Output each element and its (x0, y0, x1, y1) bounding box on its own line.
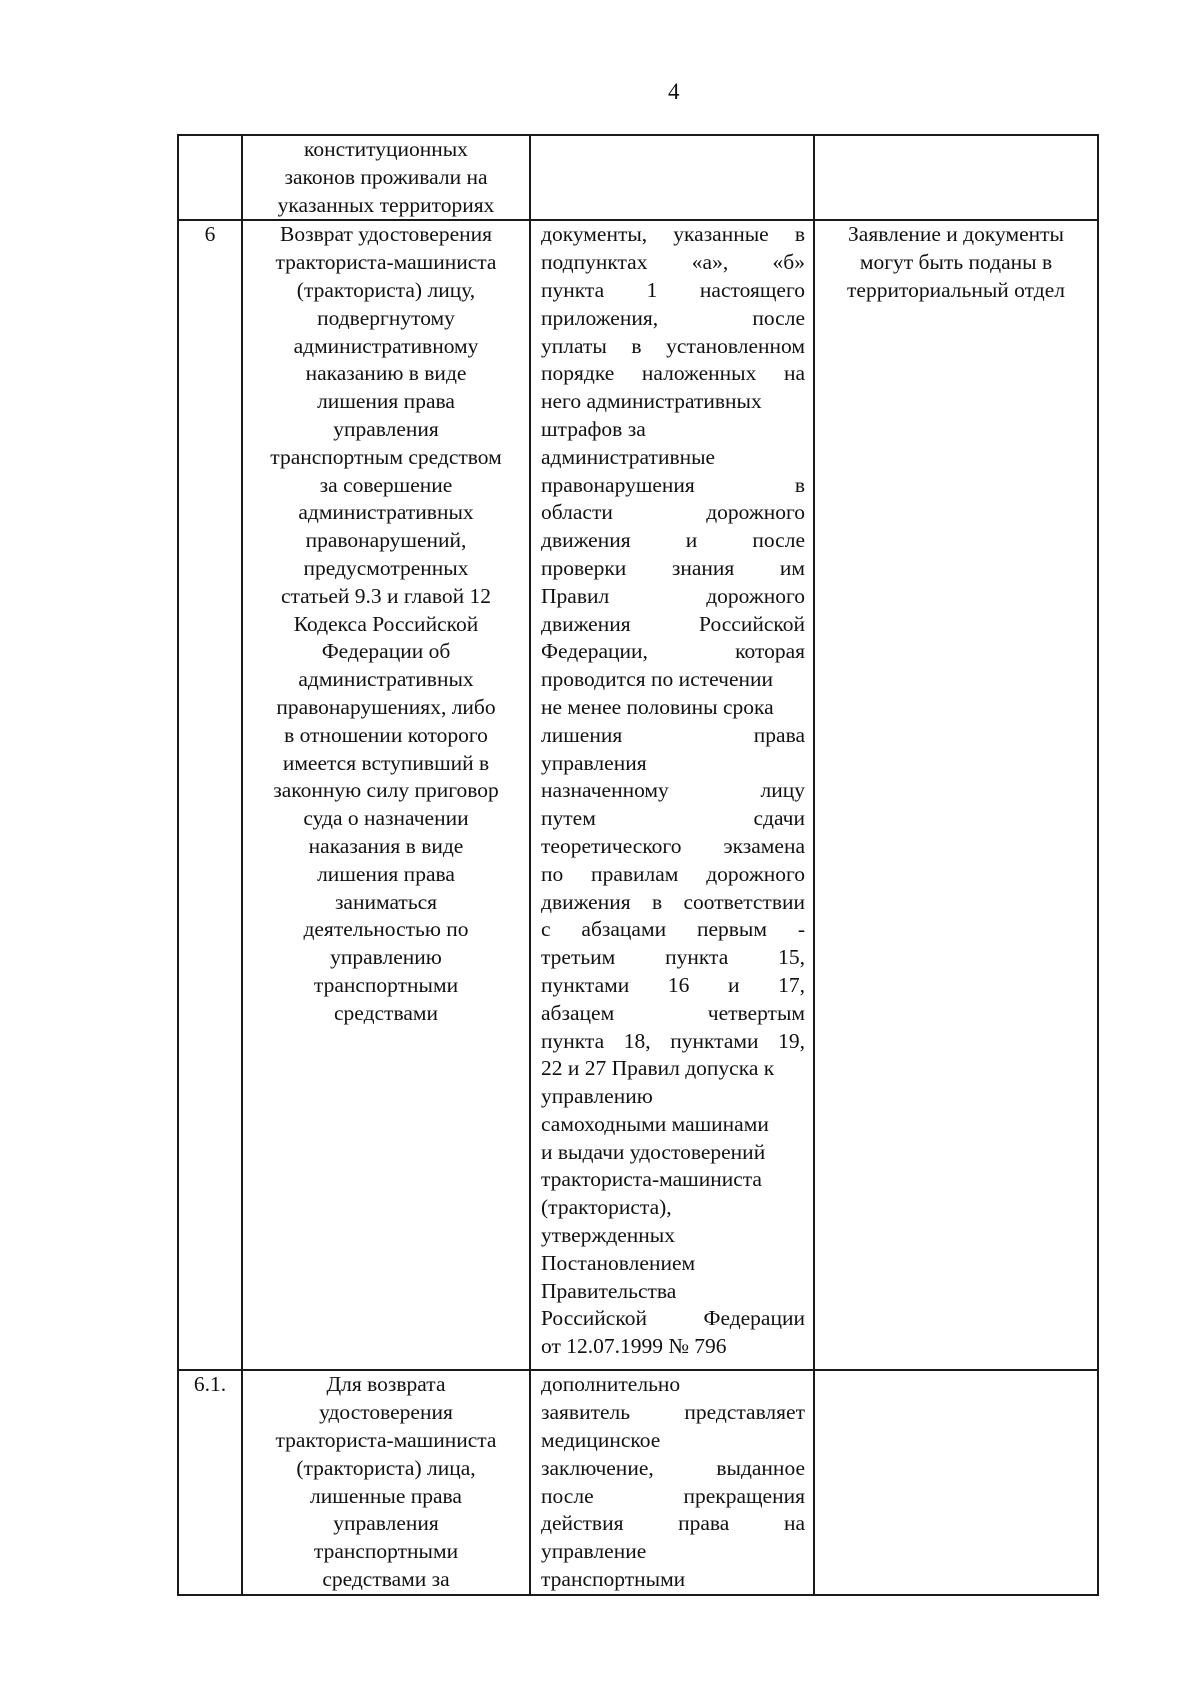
documents-line: Российской Федерации (541, 1306, 805, 1331)
documents-line: Правил дорожного (541, 583, 805, 608)
documents-line: управлению (541, 1084, 653, 1109)
documents-line: самоходными машинами (541, 1111, 769, 1136)
documents-line: не менее половины срока (541, 694, 774, 719)
table-row (178, 1370, 1098, 1594)
documents-line: него административных (541, 389, 762, 414)
service-name: Для возврата удостоверения тракториста-машиниста (тракториста) лица, лишенные права управления транспортными средствами за (275, 1372, 497, 1591)
documents-line: медицинское (541, 1427, 661, 1452)
documents-line: с абзацами первым - (541, 917, 805, 942)
documents-line: дополнительно (541, 1372, 681, 1397)
table-row (178, 135, 1098, 220)
documents-line: правонарушения в (541, 472, 805, 497)
documents-line: порядке наложенных на (541, 361, 805, 386)
documents-line: подпунктах «а», «б» (541, 250, 805, 275)
documents-line: пунктами 16 и 17, (541, 972, 805, 997)
documents-line: пункта 18, пунктами 19, (541, 1028, 805, 1053)
documents-line: заявитель представляет (541, 1400, 805, 1425)
documents-line: движения и после (541, 528, 805, 553)
service-name-cell (242, 1370, 530, 1594)
documents-cell (530, 220, 814, 1370)
note-text: Заявление и документы могут быть поданы в территориальный отдел (847, 222, 1065, 302)
documents-line: штрафов за (541, 416, 646, 441)
documents-line: пункта 1 настоящего (541, 277, 805, 302)
documents-text (531, 1371, 813, 1593)
note-cell (814, 1370, 1098, 1594)
documents-line: Постановлением (541, 1250, 696, 1275)
documents-line: проверки знания им (541, 555, 805, 580)
documents-line: области дорожного (541, 500, 805, 525)
documents-line: проводится по истечении (541, 667, 774, 692)
documents-line: (тракториста), (541, 1195, 672, 1220)
documents-cell (530, 135, 814, 220)
note-cell (814, 220, 1098, 1370)
documents-cell (530, 1370, 814, 1594)
documents-line: путем сдачи (541, 806, 805, 831)
documents-line: документы, указанные в (541, 222, 805, 247)
documents-line: управления (541, 750, 647, 775)
documents-line: приложения, после (541, 305, 805, 330)
documents-line: управление (541, 1539, 647, 1564)
page-number: 4 (668, 79, 680, 104)
row-number-cell (178, 1370, 242, 1594)
documents-line: и выдачи удостоверений (541, 1139, 766, 1164)
documents-line: абзацем четвертым (541, 1000, 805, 1025)
table-row (178, 220, 1098, 1370)
documents-line: утвержденных (541, 1223, 676, 1248)
documents-line: лишения права (541, 722, 805, 747)
documents-line: 22 и 27 Правил допуска к (541, 1056, 775, 1081)
documents-line: движения в соответствии (541, 889, 805, 914)
service-name-cell (242, 135, 530, 220)
documents-line: движения Российской (541, 611, 805, 636)
documents-line: Федерации, которая (541, 639, 805, 664)
row-number: 6 (204, 222, 216, 247)
documents-line: действия права на (541, 1511, 805, 1536)
service-name: Возврат удостоверения тракториста-машиниста (тракториста) лицу, подвергнутому административному наказанию в виде лишения права управления транспортным средством за совершение административных правонарушений, предусмотренных статьей 9.3 и главой 12 Кодекса Российской Федерации об административных правонарушениях, либо в отношении которого имеется вступивший в законную силу приговор суда о назначении наказания в виде лишения права заниматься деятельностью по управлению транспортными средствами (270, 222, 502, 1025)
documents-line: от 12.07.1999 № 796 (541, 1334, 727, 1359)
row-number: 6.1. (193, 1372, 227, 1397)
row-number-cell (178, 135, 242, 220)
service-name: конституционных законов проживали на указанных территориях (277, 137, 495, 217)
documents-line: теоретического экзамена (541, 833, 805, 858)
documents-line: Правительства (541, 1278, 677, 1303)
documents-line: транспортными (541, 1566, 686, 1591)
documents-text (531, 221, 813, 1361)
documents-line: по правилам дорожного (541, 861, 805, 886)
documents-line: тракториста-машиниста (541, 1167, 762, 1192)
documents-line: третьим пункта 15, (541, 945, 805, 970)
row-number-cell (178, 220, 242, 1370)
documents-line: назначенному лицу (541, 778, 805, 803)
service-name-cell (242, 220, 530, 1370)
services-table (177, 134, 1099, 1596)
documents-line: после прекращения (541, 1483, 805, 1508)
documents-line: заключение, выданное (541, 1455, 805, 1480)
documents-line: уплаты в установленном (541, 333, 805, 358)
documents-line: административные (541, 444, 716, 469)
note-cell (814, 135, 1098, 220)
